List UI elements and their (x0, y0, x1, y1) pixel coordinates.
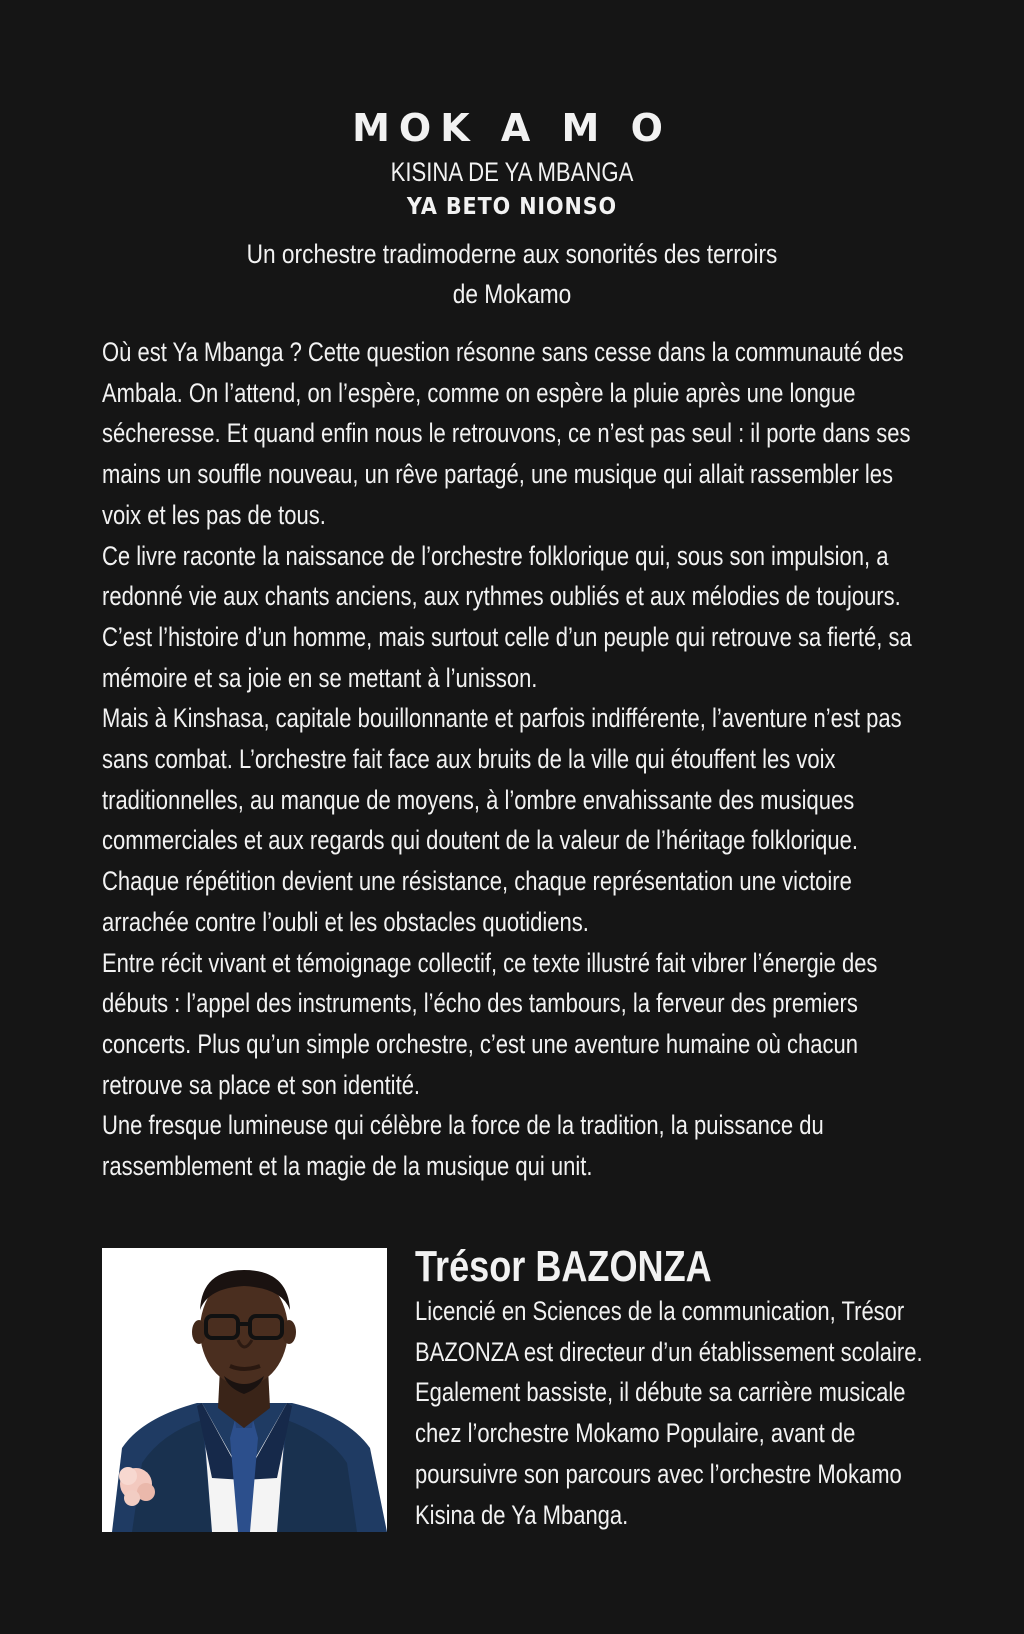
author-portrait-illustration (102, 1248, 387, 1532)
blurb-paragraph: Entre récit vivant et témoignage collectif, ce texte illustré fait vibrer l’énergie des débuts : l’appel des instruments, l’écho des tambours, la ferveur des premiers concerts. Plus qu’un simple orchestre, c’est une aventure humaine où chacun retrouve sa place et son identité. (102, 947, 878, 1100)
blurb-paragraph: Ce livre raconte la naissance de l’orchestre folklorique qui, sous son impulsion, a redonné vie aux chants anciens, aux rythmes oubliés et aux mélodies de toujours. C’est l’histoire d’un homme, mais surtout celle d’un peuple qui retrouve sa fierté, sa mémoire et sa joie en se mettant à l’unisson. (102, 540, 912, 693)
book-subtitle-bold: YA BETO NIONSO (406, 194, 618, 220)
tagline (0, 234, 1024, 314)
cover-header (0, 104, 1024, 224)
author-photo (102, 1248, 387, 1532)
tagline-line-1: Un orchestre tradimoderne aux sonorités des terroirs (246, 239, 778, 269)
tagline-line-2: de Mokamo (452, 279, 572, 309)
book-subtitle: KISINA DE YA MBANGA (390, 157, 634, 187)
author-bio: Licencié en Sciences de la communication, Trésor BAZONZA est directeur d’un établissement scolaire. Egalement bassiste, il débute sa carrière musicale chez l’orchestre Mokamo Populaire, avant de poursuivre son parcours avec l’orchestre Mokamo Kisina de Ya Mbanga. (415, 1296, 923, 1530)
blurb-paragraph: Mais à Kinshasa, capitale bouillonnante et parfois indifférente, l’aventure n’est pas sans combat. L’orchestre fait face aux bruits de la ville qui étouffent les voix traditionnelles, au manque de moyens, à l’ombre envahissante des musiques commerciales et aux regards qui doutent de la valeur de l’héritage folklorique. Chaque répétition devient une résistance, chaque représentation une victoire arrachée contre l’oubli et les obstacles quotidiens. (102, 703, 902, 937)
blurb-paragraph: Où est Ya Mbanga ? Cette question résonne sans cesse dans la communauté des Ambala. On l’attend, on l’espère, comme on espère la pluie après une longue sécheresse. Et quand enfin nous le retrouvons, ce n’est pas seul : il porte dans ses mains un souffle nouveau, un rêve partagé, une musique qui allait rassembler les voix et les pas de tous. (102, 337, 911, 530)
blurb-paragraph: Une fresque lumineuse qui célèbre la force de la tradition, la puissance du rassemblement et la magie de la musique qui unit. (102, 1110, 824, 1182)
back-cover-blurb (102, 332, 925, 1187)
brand-title: MOK A M O (352, 106, 672, 150)
author-name: Trésor BAZONZA (415, 1242, 712, 1291)
